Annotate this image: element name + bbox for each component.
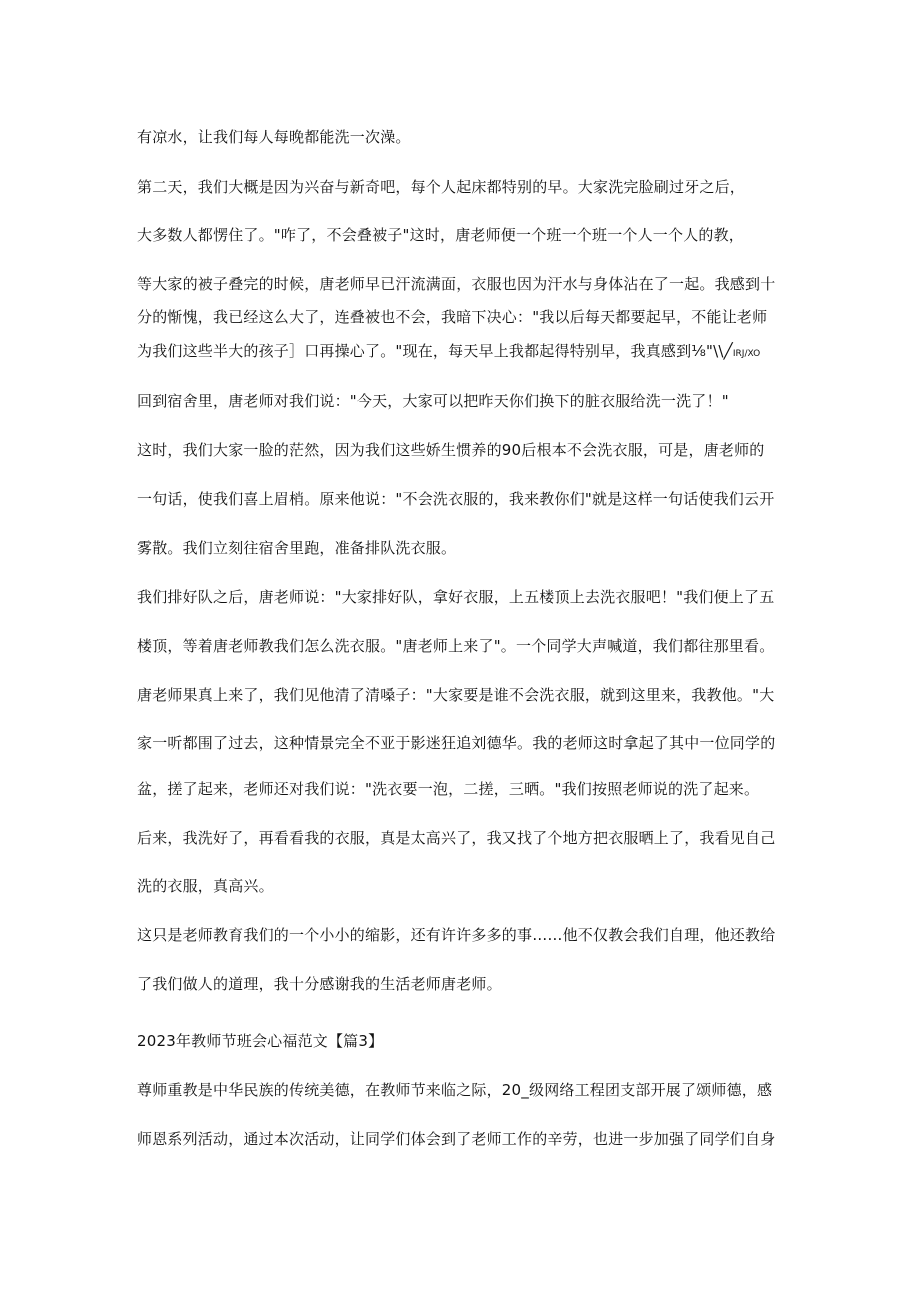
text-line-12: 楼顶，等着唐老师教我们怎么洗衣服。"唐老师上来了"。一个同学大声喊道，我们都往那里看。 [137,637,775,655]
text-line-17: 洗的衣服，真高兴。 [137,877,274,895]
text-line-11: 我们排好队之后，唐老师说："大家排好队，拿好衣服，上五楼顶上去洗衣服吧！"我们便上了五 [137,588,775,606]
text-line-15: 盆，搓了起来，老师还对我们说："洗衣要一泡，二搓，三晒。"我们按照老师说的洗了起来。 [137,780,760,798]
text-line-14: 家一听都围了过去，这种情景完全不亚于影迷狂追刘德华。我的老师这时拿起了其中一位同学的 [137,734,776,752]
section-heading: 2023年教师节班会心福范文【篇3】 [137,1032,384,1050]
text-line-20: 尊师重教是中华民族的传统美德，在教师节来临之际，20_级网络工程团支部开展了颂师德，感 [137,1081,773,1099]
text-line-21: 师恩系列活动，通过本次活动，让同学们体会到了老师工作的辛劳，也进一步加强了同学们自身 [137,1130,776,1148]
text-line-2: 第二天，我们大概是因为兴奋与新奇吧，每个人起床都特别的早。大家洗完脸刷过牙之后， [137,178,746,196]
text-line-6 [137,341,797,364]
text-line-7: 回到宿舍里，唐老师对我们说："今天，大家可以把昨天你们换下的脏衣服给洗一洗了！" [137,392,729,410]
text-line-10: 雾散。我们立刻往宿舍里跑，准备排队洗衣服。 [137,539,457,557]
text-line-1: 有凉水，让我们每人每晚都能洗一次澡。 [137,128,411,146]
text-line-19: 了我们做人的道理，我十分感谢我的生活老师唐老师。 [137,975,502,993]
text-line-5: 分的惭愧，我已经这么大了，连叠被也不会，我暗下决心："我以后每天都要起早，不能让老师 [137,308,768,326]
text-line-3: 大多数人都愣住了。"咋了，不会叠被子"这时，唐老师便一个班一个班一个人一个人的教， [137,226,745,244]
text-line-6-main: 为我们这些半大的孩子］口再操心了。"现在，每天早上我都起得特别早，我真感到⅛"\\╱ [137,342,733,360]
text-line-4: 等大家的被子叠完的时候，唐老师早已汗流满面，衣服也因为汗水与身体沾在了一起。我感到十 [137,275,776,293]
text-line-18: 这只是老师教育我们的一个小小的缩影，还有许许多多的事……他不仅教会我们自理，他还教给 [137,926,776,944]
text-line-8: 这时，我们大家一脸的茫然，因为我们这些娇生惯养的90后根本不会洗衣服，可是，唐老师的 [137,441,765,459]
text-line-6-tail: IRJ/XO [732,349,761,359]
text-line-16: 后来，我洗好了，再看看我的衣服，真是太高兴了，我又找了个地方把衣服晒上了，我看见自己 [137,829,776,847]
text-line-9: 一句话，使我们喜上眉梢。原来他说："不会洗衣服的，我来教你们"就是这样一句话使我们云开 [137,490,775,508]
text-line-13: 唐老师果真上来了，我们见他清了清嗓子："大家要是谁不会洗衣服，就到这里来，我教他。"大 [137,686,775,704]
